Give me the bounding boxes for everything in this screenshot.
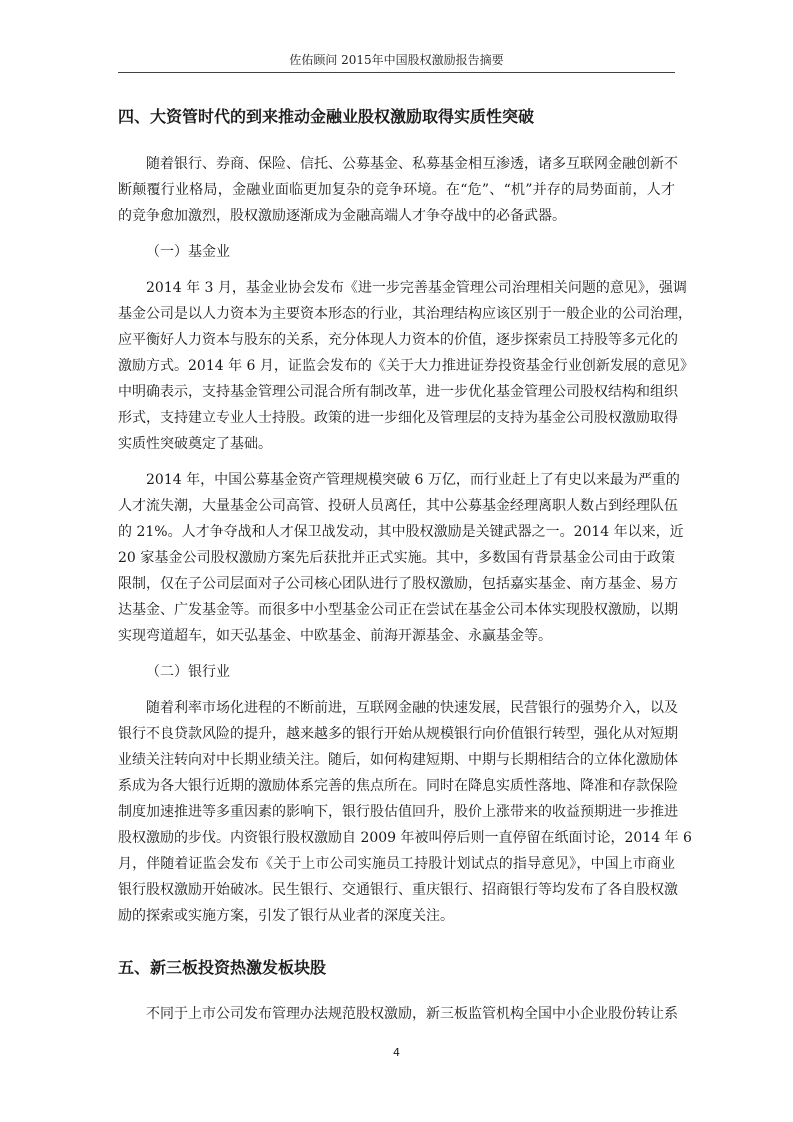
paragraph-line: 达基金、广发基金等。而很多中小型基金公司正在尝试在基金公司本体实现股权激励，以期 <box>118 602 678 618</box>
paragraph-line: 的 21%。人才争夺战和人才保卫战发动，其中股权激励是关键武器之一。2014 年以来，近 <box>118 524 684 540</box>
header-divider <box>118 72 675 73</box>
paragraph-line: 励的探索或实施方案，引发了银行从业者的深度关注。 <box>118 908 454 924</box>
paragraph-line: 系成为各大银行近期的激励体系完善的焦点所在。同时在降息实质性落地、降准和存款保险 <box>118 778 678 794</box>
paragraph-line: 的竞争愈加激烈，股权激励逐渐成为金融高端人才争夺战中的必备武器。 <box>118 208 566 224</box>
paragraph-line: 基金公司是以人力资本为主要资本形态的行业，其治理结构应该区别于一般企业的公司治理， <box>118 306 692 322</box>
paragraph-line: 不同于上市公司发布管理办法规范股权激励，新三板监管机构全国中小企业股份转让系 <box>146 1006 678 1022</box>
paragraph-line: 断颠覆行业格局，金融业面临更加复杂的竞争环境。在“危”、“机”并存的局势面前，人才 <box>118 182 675 198</box>
paragraph-line: 限制，仅在子公司层面对子公司核心团队进行了股权激励，包括嘉实基金、南方基金、易方 <box>118 576 678 592</box>
paragraph-line: 实现弯道超车，如天弘基金、中欧基金、前海开源基金、永赢基金等。 <box>118 628 552 644</box>
paragraph-line: 随着利率市场化进程的不断前进，互联网金融的快速发展，民营银行的强势介入，以及 <box>146 700 678 716</box>
paragraph-line: 股权激励的步伐。内资银行股权激励自 2009 年被叫停后则一直停留在纸面讨论，2014 年 6 <box>118 830 692 846</box>
section-4-heading: 四、大资管时代的到来推动金融业股权激励取得实质性突破 <box>118 107 535 126</box>
paragraph-line: 形式，支持建立专业人士持股。政策的进一步细化及管理层的支持为基金公司股权激励取得 <box>118 410 678 426</box>
paragraph-line: 随着银行、券商、保险、信托、公募基金、私募基金相互渗透，诸多互联网金融创新不 <box>146 156 678 172</box>
paragraph-line: 银行股权激励开始破冰。民生银行、交通银行、重庆银行、招商银行等均发布了各自股权激 <box>118 882 678 898</box>
paragraph-line: 制度加速推进等多重因素的影响下，银行股估值回升，股价上涨带来的收益预期进一步推进 <box>118 804 678 820</box>
paragraph-line: 中明确表示，支持基金管理公司混合所有制改革，进一步优化基金管理公司股权结构和组织 <box>118 384 678 400</box>
paragraph-line: 实质性突破奠定了基础。 <box>118 436 272 452</box>
paragraph-line: 应平衡好人力资本与股东的关系，充分体现人力资本的价值，逐步探索员工持股等多元化的 <box>118 332 678 348</box>
paragraph-line: 2014 年 3 月，基金业协会发布《进一步完善基金管理公司治理相关问题的意见》，强调 <box>146 280 687 296</box>
subsection-bank-heading: （二）银行业 <box>146 664 230 680</box>
page-number: 4 <box>393 1046 400 1059</box>
paragraph-line: 人才流失潮，大量基金公司高管、投研人员离任，其中公募基金经理离职人数占到经理队伍 <box>118 498 678 514</box>
subsection-fund-heading: （一）基金业 <box>146 244 230 260</box>
section-5-heading: 五、新三板投资热激发板块股 <box>118 958 327 977</box>
running-header: 佐佑顾问 2015年中国股权激励报告摘要 <box>289 53 504 67</box>
paragraph-line: 业绩关注转向对中长期业绩关注。随后，如何构建短期、中期与长期相结合的立体化激励体 <box>118 752 678 768</box>
paragraph-line: 月，伴随着证监会发布《关于上市公司实施员工持股计划试点的指导意见》，中国上市商业 <box>118 856 675 872</box>
paragraph-line: 银行不良贷款风险的提升，越来越多的银行开始从规模银行向价值银行转型，强化从对短期 <box>118 726 678 742</box>
paragraph-line: 激励方式。2014 年 6 月，证监会发布的《关于大力推进证券投资基金行业创新发展的意见》 <box>118 358 694 374</box>
paragraph-line: 2014 年，中国公募基金资产管理规模突破 6 万亿，而行业赶上了有史以来最为严重的 <box>146 472 680 488</box>
paragraph-line: 20 家基金公司股权激励方案先后获批并正式实施。其中，多数国有背景基金公司由于政策 <box>118 550 675 566</box>
